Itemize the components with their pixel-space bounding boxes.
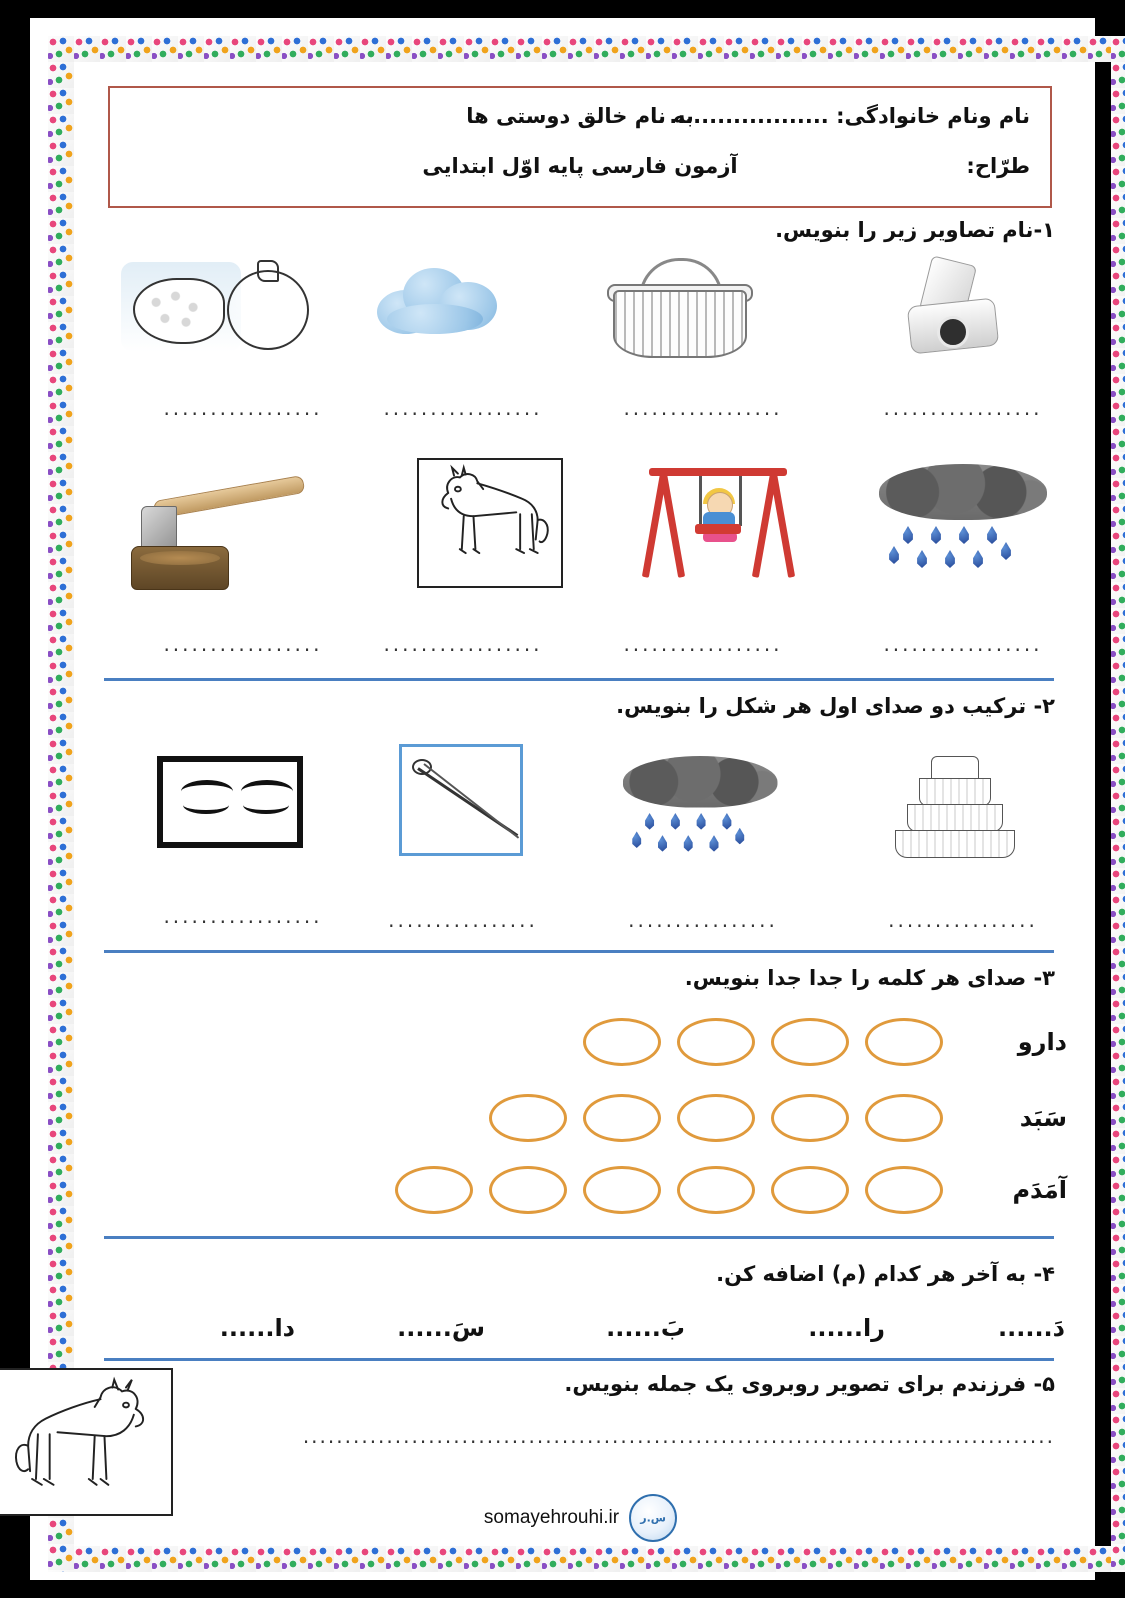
q1-answer-3[interactable]: ................. xyxy=(383,396,543,420)
q4-item-2[interactable]: را...... xyxy=(808,1314,885,1342)
divider-3 xyxy=(104,1236,1054,1239)
q3-oval-3-5[interactable] xyxy=(489,1166,567,1214)
exam-title: آزمون فارسی پایه اوّل ابتدایی xyxy=(422,154,738,178)
student-name-label: نام ونام خانوادگی: .................... xyxy=(669,104,1030,128)
horse-image xyxy=(417,458,563,588)
website-url: somayehrouhi.ir xyxy=(483,1507,620,1528)
q1-answer-8[interactable]: ................. xyxy=(163,632,323,656)
q2-answer-2[interactable]: ................ xyxy=(628,908,778,932)
q3-oval-3-1[interactable] xyxy=(865,1166,943,1214)
q3-oval-3-6[interactable] xyxy=(395,1166,473,1214)
axe-image xyxy=(125,466,305,591)
q3-word-2: سَبَد xyxy=(1019,1104,1067,1132)
q3-word-3: آمَدَم xyxy=(1012,1176,1067,1204)
q1-answer-1[interactable]: ................. xyxy=(883,396,1043,420)
decorative-border-bottom xyxy=(48,1546,1125,1572)
decorative-border-right xyxy=(1111,36,1125,1572)
q3-oval-3-2[interactable] xyxy=(771,1166,849,1214)
q2-answer-3[interactable]: ................ xyxy=(388,908,538,932)
q1-answer-5[interactable]: ................. xyxy=(883,632,1043,656)
header-box xyxy=(108,86,1052,208)
q3-oval-1-3[interactable] xyxy=(677,1018,755,1066)
q3-oval-3-3[interactable] xyxy=(677,1166,755,1214)
q4-item-4[interactable]: سَ...... xyxy=(397,1314,485,1342)
rain-cloud-image-2 xyxy=(617,756,783,866)
q4-item-1[interactable]: دَ...... xyxy=(997,1314,1065,1342)
q3-oval-1-1[interactable] xyxy=(865,1018,943,1066)
question-5-title: ۵- فرزندم برای تصویر روبروی یک جمله بنویس. xyxy=(564,1372,1055,1396)
paper-sheet xyxy=(30,18,1095,1580)
divider-4 xyxy=(104,1358,1054,1361)
q1-answer-4[interactable]: ................. xyxy=(163,396,323,420)
swing-image xyxy=(643,458,793,578)
somayeh-rouhi-logo-icon: س.ر xyxy=(629,1494,677,1542)
q2-answer-1[interactable]: ................ xyxy=(888,908,1038,932)
q3-word-1: دارو xyxy=(1017,1028,1067,1056)
header-bismillah: به نام خالق دوستی ها xyxy=(466,104,694,128)
q3-oval-1-2[interactable] xyxy=(771,1018,849,1066)
q5-answer-line[interactable]: .......................................................................................... xyxy=(302,1424,1055,1448)
question-2-title: ۲- ترکیب دو صدای اول هر شکل را بنویس. xyxy=(616,694,1055,718)
q3-oval-2-4[interactable] xyxy=(583,1094,661,1142)
designer-label: طرّاح: xyxy=(966,154,1030,178)
q3-oval-2-1[interactable] xyxy=(865,1094,943,1142)
decorative-border-left xyxy=(48,36,74,1572)
worksheet-content xyxy=(78,66,1083,1546)
basket-image xyxy=(603,262,753,362)
q3-oval-2-5[interactable] xyxy=(489,1094,567,1142)
question-3-title: ۳- صدای هر کلمه را جدا جدا بنویس. xyxy=(684,966,1055,990)
tape-dispenser-image xyxy=(903,256,1013,366)
q4-item-5[interactable]: دا...... xyxy=(219,1314,295,1342)
q4-item-3[interactable]: بَ...... xyxy=(606,1314,685,1342)
q1-answer-6[interactable]: ................. xyxy=(623,632,783,656)
q3-oval-2-3[interactable] xyxy=(677,1094,755,1142)
divider-2 xyxy=(104,950,1054,953)
footer xyxy=(78,1494,1083,1542)
question-1-title: ۱-نام تصاویر زیر را بنویس. xyxy=(775,218,1055,242)
q3-oval-2-2[interactable] xyxy=(771,1094,849,1142)
decorative-border-top xyxy=(48,36,1125,62)
needle-image xyxy=(399,744,523,856)
q3-oval-3-4[interactable] xyxy=(583,1166,661,1214)
q2-answer-4[interactable]: ................. xyxy=(163,904,323,928)
cloud-image xyxy=(373,266,503,336)
q1-answer-7[interactable]: ................. xyxy=(383,632,543,656)
skirt-image xyxy=(893,752,1013,862)
q1-answer-2[interactable]: ................. xyxy=(623,396,783,420)
eyebrow-image xyxy=(157,756,303,848)
question-4-title: ۴- به آخر هر کدام (م) اضافه کن. xyxy=(716,1262,1055,1286)
pomegranate-image xyxy=(115,256,315,360)
q3-oval-1-4[interactable] xyxy=(583,1018,661,1066)
rain-cloud-image xyxy=(873,464,1053,584)
divider-1 xyxy=(104,678,1054,681)
